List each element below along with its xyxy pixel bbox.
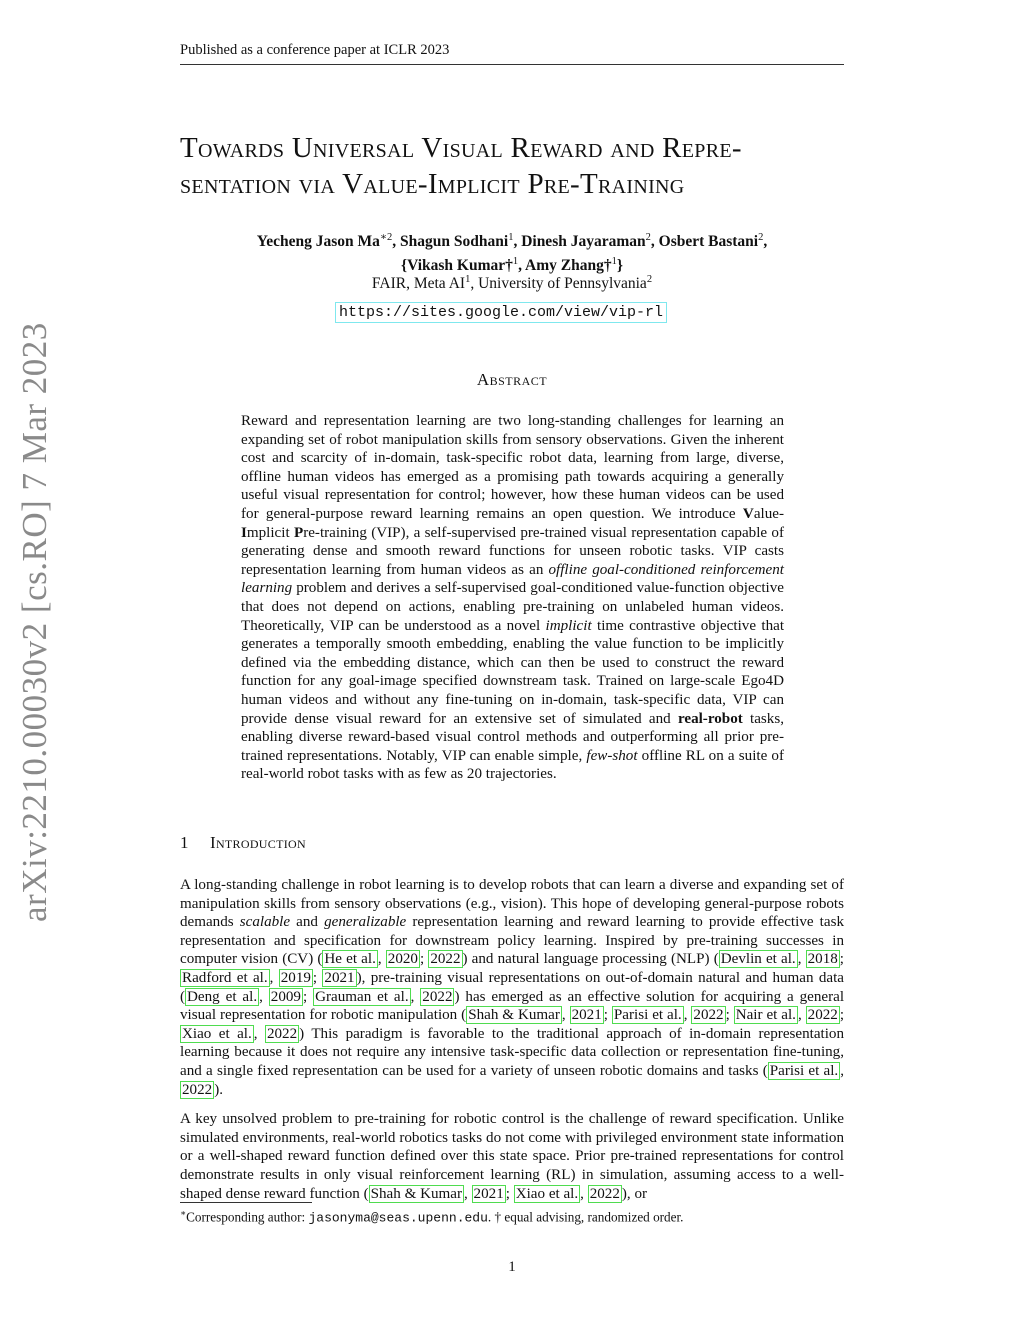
text-run: A key unsolved problem to pre-training for robotic control is the challenge of reward specification. Unlike simulated environments, real-world robotics tasks do not come with privileged environment state information or a well-shaped reward function defined over this state space. Prior pre-trained representations for control demonstrate results in only visual reinforcement learning (RL) in simulation, assuming access to a well-shaped dense reward function ( [180, 1111, 844, 1202]
citation-link[interactable]: Grauman et al. [315, 988, 409, 1005]
text-italic: implicit [545, 617, 592, 634]
text-run: A long-standing challenge in robot learning is to develop robots that can learn a diverse and expanding set of manipulation skills from sensory observations (e.g., vision). This hope of developing general-purpose robots demands [180, 877, 844, 931]
text-italic: scalable [239, 914, 291, 931]
author-sup: 1 [512, 256, 519, 268]
abstract-paragraph [241, 412, 784, 784]
title-line-1: Towards Universal Visual Reward and Repre- [180, 132, 742, 164]
text-run: re-training (VIP), a self-supervised pre-trained visual representation capable of generating dense and smooth reward functions for unseen robotic tasks. VIP casts representation learning from human videos as an [241, 524, 784, 578]
text-run: problem and derives a self-supervised goal-conditioned value-function objective that does not depend on actions, enabling pre-training on unlabeled human videos. Theoretically, VIP can be understood as a novel [241, 580, 784, 634]
citation-link[interactable]: Xiao et al. [515, 1185, 579, 1202]
intro-paragraph-1: A long-standing challenge in robot learning is to develop robots that can learn a diverse and expanding set of manipulation skills from sensory observations (e.g., vision). This hope of developing general-purpose robots demands scalable and generalizable representation learning and reward learning to provide effective task representation and specification for downstream policy learning. Inspired by pre-training successes in computer vision (CV) ( He et al. , 2020 ; 2022 ) and natural language processing (NLP) ( Devlin et al. , 2018 ; Radford et al. , 2019 ; 2021 ), pre-training visual representations on out-of-domain natural and human data ( Deng et al. , 2009 ; Grauman et al. , 2022 ) has emerged as an effective solution for acquiring a general visual representation for robotic manipulation ( Shah & Kumar , 2021 ; Parisi et al. , 2022 ; Nair et al. , 2022 ; Xiao et al. , 2022 ) This paradigm is favorable to the traditional approach of in-domain representation learning because it does not require any intensive task-specific data collection or representation fine-tuning, and a single fixed representation can be used for a variety of unseen robotic domains and tasks ( Parisi et al. , 2022 ). [180, 877, 845, 1098]
citation-link[interactable]: 2022 [589, 1185, 620, 1202]
citation-link[interactable]: 2021 [571, 1007, 602, 1024]
text-run: mplicit [246, 524, 294, 541]
section-heading [180, 833, 306, 853]
author-list [180, 228, 844, 276]
text-run: alue- [753, 505, 784, 522]
affiliation-text: FAIR, Meta AI [371, 275, 466, 293]
page-number: 1 [508, 1259, 516, 1275]
section-title: Introduction [210, 833, 306, 852]
citation-link[interactable]: 2019 [280, 969, 311, 986]
text-bold: I [241, 524, 247, 541]
text-italic: generalizable [324, 914, 407, 931]
paper-title [180, 130, 860, 202]
author-sup: 1 [508, 232, 514, 243]
citation-link[interactable]: He et al. [324, 951, 376, 968]
citation-link[interactable]: 2022 [430, 951, 461, 968]
affiliations [180, 274, 844, 293]
text-bold: V [742, 505, 754, 522]
text-italic: few-shot [586, 747, 638, 764]
text-run: Reward and representation learning are two long-standing challenges for learning an expanding set of robot manipulation skills from sensory observations. Given the inherent cost and scarcity of in-domain, task-specific robot data, learning from large, diverse, offline human videos has emerged as a promising path towards acquiring a generally useful visual representation for control; however, how these human videos can be used for general-purpose reward learning remains an open question. We introduce [241, 413, 784, 522]
text-run: ), or [621, 1185, 648, 1202]
project-url-link[interactable]: https://sites.google.com/view/vip-rl [335, 302, 667, 323]
text-run: ) This paradigm is favorable to the traditional approach of in-domain representation learning because it does not require any intensive task-specific data collection or representation fine-tuning, and a single fixed representation can be used for a variety of unseen robotic domains and tasks ( [180, 1025, 845, 1079]
text-run: time contrastive objective that generates a temporally smooth embedding, enabling the value function to be implicitly defined via the embedding distance, which can then be used to construct the reward function for any goal-image specified downstream task. Trained on large-scale Ego4D human videos and without any fine-tuning on in-domain, task-specific data, VIP can provide dense visual reward for an extensive set of simulated and [241, 617, 785, 727]
author-name: , Shagun Sodhani [392, 233, 509, 251]
text-run: ) and natural language processing (NLP) ( [462, 951, 719, 968]
text-run: ). [214, 1081, 223, 1098]
intro-body [180, 876, 844, 1214]
affiliation-sup: 2 [646, 274, 653, 285]
footnote-text: . † equal advising, randomized order. [487, 1209, 684, 1225]
text-run: ) has emerged as an effective solution for acquiring a general visual representation for robotic manipulation ( [180, 988, 845, 1024]
citation-link[interactable]: 2022 [693, 1007, 724, 1024]
text-run: ), pre-training visual representations on out-of-domain natural and human data ( [180, 969, 844, 1005]
intro-paragraph-2: A key unsolved problem to pre-training for robotic control is the challenge of reward specification. Unlike simulated environments, real-world robotics tasks do not come with privileged environment state information or a well-shaped reward function defined over this state space. Prior pre-trained representations for control demonstrate results in only visual reinforcement learning (RL) in simulation, assuming access to a well-shaped dense reward function ( Shah & Kumar , 2021 ; Xiao et al. , 2022 ), or [180, 1111, 844, 1202]
text-run: representation learning and reward learning to provide effective task representation and specification for downstream policy learning. Inspired by pre-training successes in computer vision (CV) ( [180, 914, 844, 968]
author-name: , Osbert Bastani [650, 233, 759, 251]
citation-link[interactable]: 2022 [807, 1007, 838, 1024]
citation-link[interactable]: 2020 [387, 951, 418, 968]
citation-link[interactable]: Shah & Kumar [370, 1185, 462, 1202]
footnote-mark: ∗ [180, 1208, 187, 1218]
footnote-text: Corresponding author: [186, 1209, 309, 1225]
author-sep: } [616, 257, 623, 275]
affiliation-text: , University of Pennsylvania [470, 275, 647, 293]
citation-link[interactable]: 2021 [324, 969, 355, 986]
citation-link[interactable]: 2021 [473, 1185, 504, 1202]
section-number: 1 [180, 833, 189, 852]
author-sup: 2 [645, 232, 651, 243]
abstract-heading: Abstract [476, 370, 548, 389]
text-run: tasks, enabling diverse reward-based visual control methods and outperforming all prior pre-trained representations. Notably, VIP can enable simple, [241, 710, 784, 764]
citation-link[interactable]: Parisi et al. [613, 1007, 682, 1024]
text-italic: offline goal-conditioned reinforcement learning [241, 561, 784, 597]
running-header: Published as a conference paper at ICLR 2023 [180, 42, 450, 58]
footnote-rule [180, 1202, 312, 1203]
author-email: jasonyma@seas.upenn.edu [308, 1210, 488, 1226]
author-name: {Vikash Kumar† [401, 257, 513, 275]
text-run: and [290, 914, 325, 931]
affiliation-sup: 1 [465, 274, 471, 285]
citation-link[interactable]: 2022 [266, 1025, 298, 1042]
author-sep: , [763, 233, 768, 251]
footnote [180, 1208, 844, 1225]
header-rule [180, 64, 844, 65]
author-name: , Dinesh Jayaraman [513, 233, 646, 251]
author-name: Yecheng Jason Ma [256, 233, 380, 251]
citation-link[interactable]: Shah & Kumar [468, 1007, 560, 1024]
author-sup: 1 [611, 256, 617, 268]
citation-link[interactable]: Nair et al. [735, 1007, 796, 1024]
citation-link[interactable]: 2009 [270, 988, 301, 1005]
abstract-body [241, 412, 784, 784]
citation-link[interactable]: Xiao et al. [182, 1025, 252, 1042]
citation-link[interactable]: 2022 [422, 988, 453, 1005]
citation-link[interactable]: Deng et al. [187, 988, 258, 1005]
citation-link[interactable]: Devlin et al. [720, 951, 796, 968]
title-line-2: sentation via Value-Implicit Pre-Training [180, 168, 685, 200]
citation-link[interactable]: Radford et al. [182, 969, 268, 986]
citation-link[interactable]: 2022 [182, 1081, 213, 1098]
text-bold: real-robot [677, 710, 743, 727]
author-name: , Amy Zhang† [518, 257, 612, 275]
text-run: offline RL on a suite of real-world robot tasks with as few as 20 trajectories. [241, 747, 785, 783]
citation-link[interactable]: 2018 [807, 951, 838, 968]
arxiv-watermark: arXiv:2210.00030v2 [cs.RO] 7 Mar 2023 [15, 322, 54, 922]
author-sup: ∗2 [379, 232, 393, 243]
text-bold: P [293, 524, 304, 541]
author-sup: 2 [758, 232, 764, 243]
citation-link[interactable]: Parisi et al. [769, 1062, 839, 1079]
